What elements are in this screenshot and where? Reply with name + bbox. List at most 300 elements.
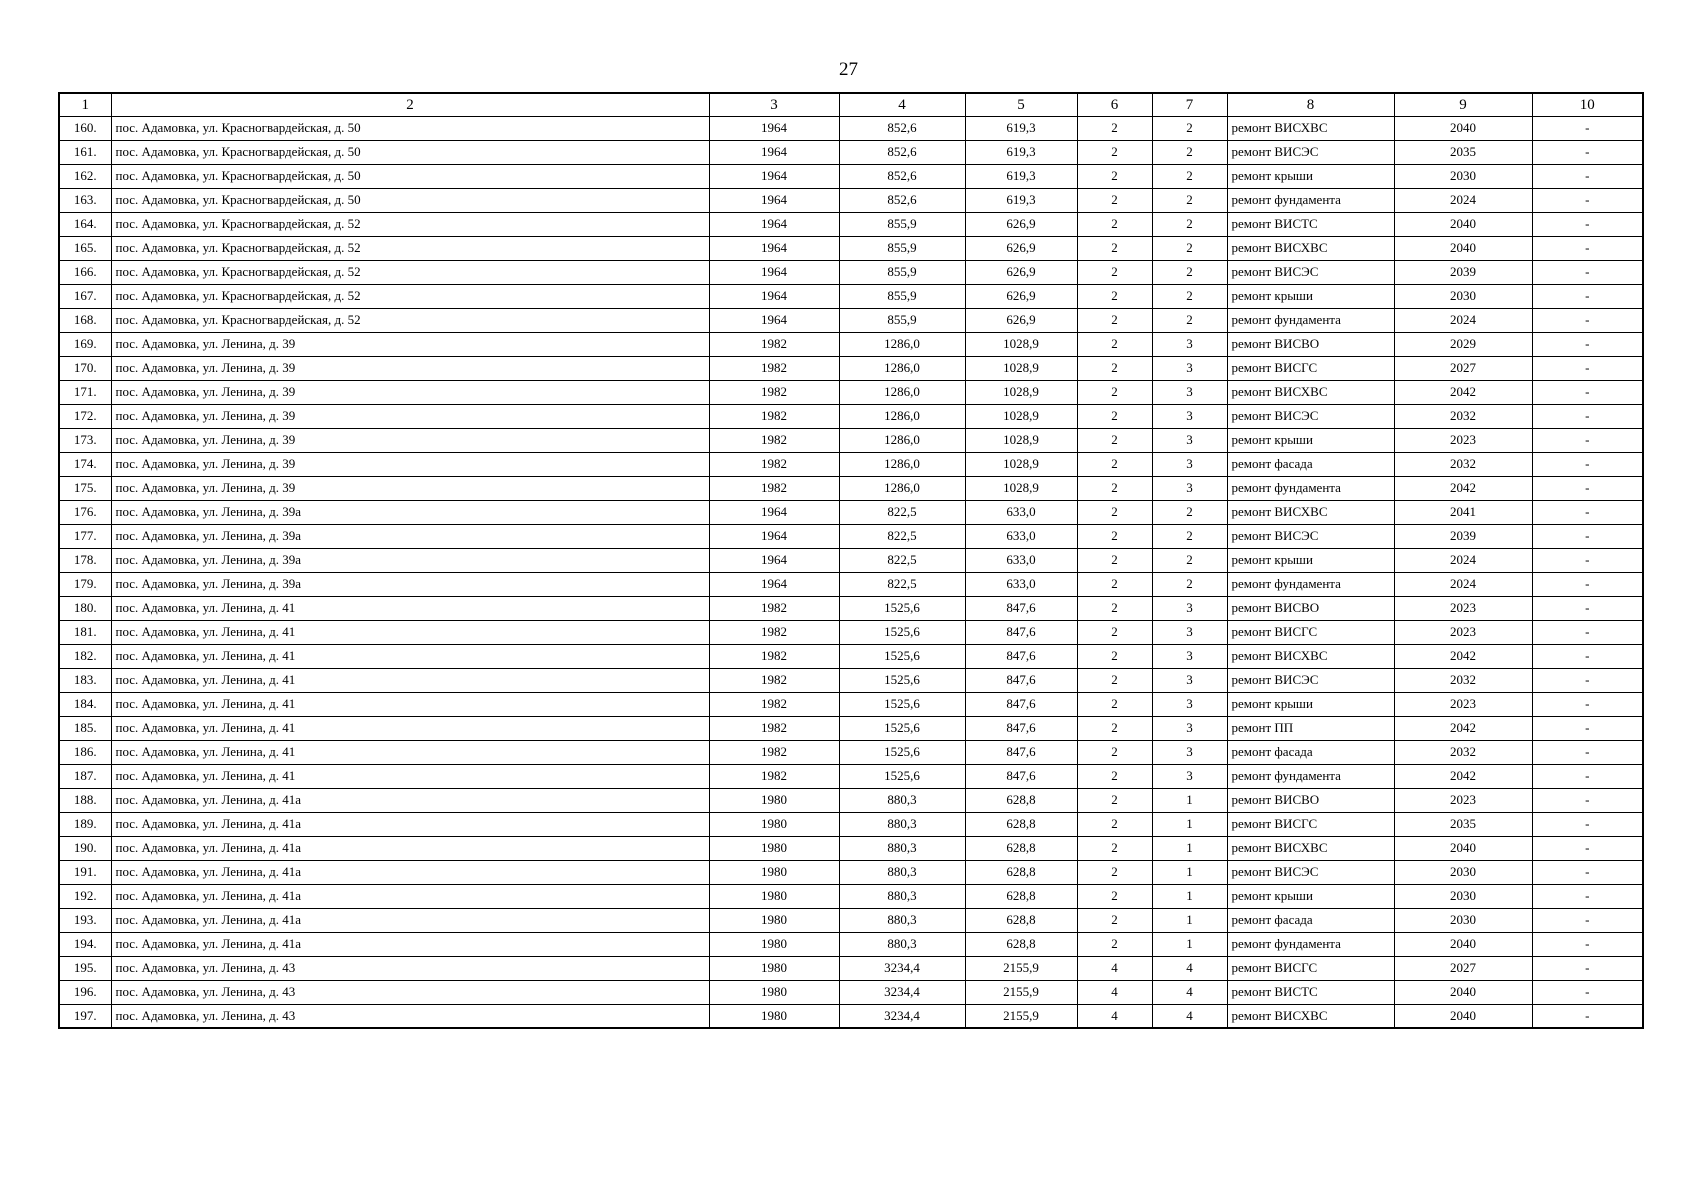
entrances-cell: 3	[1152, 452, 1227, 476]
build-year-cell: 1982	[709, 476, 839, 500]
address-cell: пос. Адамовка, ул. Красногвардейская, д. 50	[111, 140, 709, 164]
repair-type-cell: ремонт фасада	[1227, 452, 1394, 476]
address-cell: пос. Адамовка, ул. Ленина, д. 41	[111, 764, 709, 788]
header-row	[59, 93, 1643, 116]
address-cell: пос. Адамовка, ул. Ленина, д. 41	[111, 692, 709, 716]
living-area-cell: 847,6	[965, 668, 1077, 692]
table-row	[59, 212, 1643, 236]
address-cell: пос. Адамовка, ул. Ленина, д. 39	[111, 452, 709, 476]
repair-year-cell: 2032	[1394, 452, 1532, 476]
floors-cell: 2	[1077, 524, 1152, 548]
note-cell: -	[1532, 836, 1643, 860]
living-area-cell: 2155,9	[965, 980, 1077, 1004]
build-year-cell: 1982	[709, 332, 839, 356]
repair-year-cell: 2040	[1394, 932, 1532, 956]
total-area-cell: 1286,0	[839, 332, 965, 356]
table-row	[59, 740, 1643, 764]
note-cell: -	[1532, 188, 1643, 212]
floors-cell: 2	[1077, 284, 1152, 308]
address-cell: пос. Адамовка, ул. Ленина, д. 41а	[111, 836, 709, 860]
repair-year-cell: 2030	[1394, 860, 1532, 884]
floors-cell: 2	[1077, 860, 1152, 884]
build-year-cell: 1982	[709, 740, 839, 764]
address-cell: пос. Адамовка, ул. Ленина, д. 41	[111, 644, 709, 668]
repair-year-cell: 2039	[1394, 524, 1532, 548]
build-year-cell: 1982	[709, 644, 839, 668]
entrances-cell: 3	[1152, 356, 1227, 380]
floors-cell: 2	[1077, 548, 1152, 572]
column-header-5: 5	[965, 93, 1077, 116]
table-row	[59, 932, 1643, 956]
note-cell: -	[1532, 620, 1643, 644]
note-cell: -	[1532, 500, 1643, 524]
table-row	[59, 884, 1643, 908]
table-row	[59, 284, 1643, 308]
table-row	[59, 908, 1643, 932]
row-number-cell: 192.	[59, 884, 111, 908]
entrances-cell: 1	[1152, 812, 1227, 836]
address-cell: пос. Адамовка, ул. Ленина, д. 41а	[111, 932, 709, 956]
table-row	[59, 356, 1643, 380]
repair-type-cell: ремонт ВИСХВС	[1227, 836, 1394, 860]
note-cell: -	[1532, 716, 1643, 740]
repair-year-cell: 2032	[1394, 404, 1532, 428]
repair-year-cell: 2024	[1394, 308, 1532, 332]
build-year-cell: 1982	[709, 596, 839, 620]
total-area-cell: 852,6	[839, 164, 965, 188]
build-year-cell: 1964	[709, 212, 839, 236]
row-number-cell: 185.	[59, 716, 111, 740]
row-number-cell: 161.	[59, 140, 111, 164]
row-number-cell: 170.	[59, 356, 111, 380]
floors-cell: 2	[1077, 212, 1152, 236]
repair-year-cell: 2035	[1394, 140, 1532, 164]
note-cell: -	[1532, 956, 1643, 980]
address-cell: пос. Адамовка, ул. Ленина, д. 39	[111, 476, 709, 500]
row-number-cell: 191.	[59, 860, 111, 884]
total-area-cell: 855,9	[839, 284, 965, 308]
living-area-cell: 626,9	[965, 260, 1077, 284]
repair-year-cell: 2042	[1394, 644, 1532, 668]
repair-type-cell: ремонт ВИСЭС	[1227, 140, 1394, 164]
entrances-cell: 3	[1152, 644, 1227, 668]
living-area-cell: 847,6	[965, 740, 1077, 764]
living-area-cell: 847,6	[965, 644, 1077, 668]
repair-year-cell: 2042	[1394, 716, 1532, 740]
living-area-cell: 628,8	[965, 908, 1077, 932]
note-cell: -	[1532, 932, 1643, 956]
repair-type-cell: ремонт ВИСГС	[1227, 356, 1394, 380]
living-area-cell: 847,6	[965, 596, 1077, 620]
build-year-cell: 1964	[709, 500, 839, 524]
total-area-cell: 822,5	[839, 572, 965, 596]
table-row	[59, 836, 1643, 860]
repair-year-cell: 2039	[1394, 260, 1532, 284]
build-year-cell: 1964	[709, 524, 839, 548]
row-number-cell: 160.	[59, 116, 111, 140]
total-area-cell: 880,3	[839, 908, 965, 932]
table-row	[59, 980, 1643, 1004]
table-row	[59, 380, 1643, 404]
total-area-cell: 3234,4	[839, 956, 965, 980]
total-area-cell: 852,6	[839, 188, 965, 212]
row-number-cell: 176.	[59, 500, 111, 524]
repair-type-cell: ремонт ВИСХВС	[1227, 116, 1394, 140]
entrances-cell: 1	[1152, 908, 1227, 932]
floors-cell: 2	[1077, 596, 1152, 620]
address-cell: пос. Адамовка, ул. Ленина, д. 41	[111, 716, 709, 740]
repair-year-cell: 2024	[1394, 572, 1532, 596]
total-area-cell: 1525,6	[839, 764, 965, 788]
address-cell: пос. Адамовка, ул. Ленина, д. 43	[111, 956, 709, 980]
floors-cell: 2	[1077, 356, 1152, 380]
total-area-cell: 1286,0	[839, 428, 965, 452]
repair-type-cell: ремонт фундамента	[1227, 188, 1394, 212]
build-year-cell: 1982	[709, 356, 839, 380]
table-row	[59, 860, 1643, 884]
total-area-cell: 1525,6	[839, 692, 965, 716]
address-cell: пос. Адамовка, ул. Ленина, д. 43	[111, 980, 709, 1004]
note-cell: -	[1532, 812, 1643, 836]
table-row	[59, 572, 1643, 596]
table-row	[59, 476, 1643, 500]
table-row	[59, 548, 1643, 572]
living-area-cell: 1028,9	[965, 476, 1077, 500]
build-year-cell: 1964	[709, 140, 839, 164]
floors-cell: 2	[1077, 428, 1152, 452]
entrances-cell: 2	[1152, 140, 1227, 164]
repair-type-cell: ремонт крыши	[1227, 164, 1394, 188]
build-year-cell: 1980	[709, 1004, 839, 1028]
total-area-cell: 1286,0	[839, 404, 965, 428]
address-cell: пос. Адамовка, ул. Ленина, д. 41а	[111, 884, 709, 908]
total-area-cell: 1286,0	[839, 476, 965, 500]
living-area-cell: 633,0	[965, 572, 1077, 596]
table-row	[59, 236, 1643, 260]
repair-year-cell: 2032	[1394, 668, 1532, 692]
table-row	[59, 116, 1643, 140]
row-number-cell: 168.	[59, 308, 111, 332]
repair-year-cell: 2040	[1394, 212, 1532, 236]
living-area-cell: 619,3	[965, 164, 1077, 188]
total-area-cell: 1525,6	[839, 668, 965, 692]
entrances-cell: 3	[1152, 716, 1227, 740]
repair-year-cell: 2040	[1394, 836, 1532, 860]
living-area-cell: 628,8	[965, 836, 1077, 860]
row-number-cell: 196.	[59, 980, 111, 1004]
build-year-cell: 1964	[709, 164, 839, 188]
repair-year-cell: 2023	[1394, 428, 1532, 452]
living-area-cell: 2155,9	[965, 956, 1077, 980]
entrances-cell: 3	[1152, 620, 1227, 644]
entrances-cell: 3	[1152, 692, 1227, 716]
floors-cell: 2	[1077, 716, 1152, 740]
repair-year-cell: 2040	[1394, 236, 1532, 260]
address-cell: пос. Адамовка, ул. Красногвардейская, д. 50	[111, 164, 709, 188]
living-area-cell: 1028,9	[965, 380, 1077, 404]
entrances-cell: 2	[1152, 284, 1227, 308]
address-cell: пос. Адамовка, ул. Ленина, д. 41а	[111, 788, 709, 812]
build-year-cell: 1982	[709, 404, 839, 428]
living-area-cell: 633,0	[965, 548, 1077, 572]
column-header-9: 9	[1394, 93, 1532, 116]
repair-type-cell: ремонт ВИСЭС	[1227, 860, 1394, 884]
table-body	[59, 116, 1643, 1028]
table-row	[59, 164, 1643, 188]
living-area-cell: 1028,9	[965, 356, 1077, 380]
floors-cell: 2	[1077, 308, 1152, 332]
living-area-cell: 619,3	[965, 140, 1077, 164]
row-number-cell: 169.	[59, 332, 111, 356]
repair-year-cell: 2024	[1394, 188, 1532, 212]
repair-year-cell: 2030	[1394, 884, 1532, 908]
address-cell: пос. Адамовка, ул. Ленина, д. 39а	[111, 524, 709, 548]
floors-cell: 2	[1077, 692, 1152, 716]
total-area-cell: 880,3	[839, 860, 965, 884]
repair-year-cell: 2023	[1394, 596, 1532, 620]
repair-year-cell: 2041	[1394, 500, 1532, 524]
address-cell: пос. Адамовка, ул. Ленина, д. 39	[111, 404, 709, 428]
address-cell: пос. Адамовка, ул. Красногвардейская, д. 50	[111, 116, 709, 140]
entrances-cell: 1	[1152, 860, 1227, 884]
repair-type-cell: ремонт ВИСТС	[1227, 212, 1394, 236]
row-number-cell: 183.	[59, 668, 111, 692]
note-cell: -	[1532, 116, 1643, 140]
note-cell: -	[1532, 764, 1643, 788]
total-area-cell: 880,3	[839, 836, 965, 860]
table-row	[59, 524, 1643, 548]
repair-type-cell: ремонт фундамента	[1227, 932, 1394, 956]
total-area-cell: 3234,4	[839, 1004, 965, 1028]
floors-cell: 2	[1077, 788, 1152, 812]
floors-cell: 2	[1077, 500, 1152, 524]
living-area-cell: 847,6	[965, 620, 1077, 644]
entrances-cell: 3	[1152, 740, 1227, 764]
living-area-cell: 1028,9	[965, 428, 1077, 452]
table-row	[59, 260, 1643, 284]
address-cell: пос. Адамовка, ул. Ленина, д. 39	[111, 380, 709, 404]
column-header-3: 3	[709, 93, 839, 116]
build-year-cell: 1982	[709, 620, 839, 644]
total-area-cell: 822,5	[839, 548, 965, 572]
note-cell: -	[1532, 548, 1643, 572]
total-area-cell: 880,3	[839, 788, 965, 812]
row-number-cell: 167.	[59, 284, 111, 308]
row-number-cell: 177.	[59, 524, 111, 548]
entrances-cell: 3	[1152, 764, 1227, 788]
row-number-cell: 193.	[59, 908, 111, 932]
floors-cell: 2	[1077, 476, 1152, 500]
repair-type-cell: ремонт ВИСГС	[1227, 956, 1394, 980]
total-area-cell: 855,9	[839, 260, 965, 284]
table-row	[59, 620, 1643, 644]
floors-cell: 2	[1077, 140, 1152, 164]
table-row	[59, 692, 1643, 716]
total-area-cell: 1525,6	[839, 596, 965, 620]
repair-type-cell: ремонт ПП	[1227, 716, 1394, 740]
living-area-cell: 626,9	[965, 308, 1077, 332]
repair-type-cell: ремонт ВИСВО	[1227, 788, 1394, 812]
address-cell: пос. Адамовка, ул. Ленина, д. 41	[111, 620, 709, 644]
entrances-cell: 2	[1152, 548, 1227, 572]
build-year-cell: 1980	[709, 908, 839, 932]
floors-cell: 2	[1077, 932, 1152, 956]
address-cell: пос. Адамовка, ул. Ленина, д. 39	[111, 356, 709, 380]
floors-cell: 4	[1077, 956, 1152, 980]
entrances-cell: 3	[1152, 332, 1227, 356]
repair-type-cell: ремонт ВИСХВС	[1227, 644, 1394, 668]
address-cell: пос. Адамовка, ул. Ленина, д. 41а	[111, 812, 709, 836]
living-area-cell: 1028,9	[965, 332, 1077, 356]
build-year-cell: 1980	[709, 980, 839, 1004]
build-year-cell: 1964	[709, 572, 839, 596]
address-cell: пос. Адамовка, ул. Ленина, д. 41	[111, 596, 709, 620]
repair-type-cell: ремонт ВИСХВС	[1227, 236, 1394, 260]
build-year-cell: 1964	[709, 548, 839, 572]
repair-schedule-table	[58, 92, 1644, 1029]
repair-year-cell: 2042	[1394, 380, 1532, 404]
build-year-cell: 1964	[709, 188, 839, 212]
row-number-cell: 182.	[59, 644, 111, 668]
row-number-cell: 164.	[59, 212, 111, 236]
table-row	[59, 812, 1643, 836]
entrances-cell: 1	[1152, 788, 1227, 812]
build-year-cell: 1980	[709, 932, 839, 956]
floors-cell: 2	[1077, 764, 1152, 788]
living-area-cell: 2155,9	[965, 1004, 1077, 1028]
floors-cell: 2	[1077, 644, 1152, 668]
row-number-cell: 162.	[59, 164, 111, 188]
total-area-cell: 1286,0	[839, 380, 965, 404]
build-year-cell: 1980	[709, 884, 839, 908]
floors-cell: 2	[1077, 188, 1152, 212]
floors-cell: 2	[1077, 884, 1152, 908]
note-cell: -	[1532, 212, 1643, 236]
entrances-cell: 3	[1152, 668, 1227, 692]
repair-type-cell: ремонт ВИСГС	[1227, 812, 1394, 836]
living-area-cell: 847,6	[965, 716, 1077, 740]
total-area-cell: 1286,0	[839, 452, 965, 476]
entrances-cell: 4	[1152, 1004, 1227, 1028]
floors-cell: 2	[1077, 404, 1152, 428]
address-cell: пос. Адамовка, ул. Ленина, д. 41а	[111, 908, 709, 932]
row-number-cell: 163.	[59, 188, 111, 212]
note-cell: -	[1532, 380, 1643, 404]
repair-type-cell: ремонт ВИСЭС	[1227, 404, 1394, 428]
repair-year-cell: 2030	[1394, 164, 1532, 188]
address-cell: пос. Адамовка, ул. Ленина, д. 39	[111, 332, 709, 356]
floors-cell: 4	[1077, 1004, 1152, 1028]
column-header-2: 2	[111, 93, 709, 116]
row-number-cell: 184.	[59, 692, 111, 716]
page-number: 27	[839, 59, 858, 80]
column-header-4: 4	[839, 93, 965, 116]
repair-year-cell: 2030	[1394, 284, 1532, 308]
address-cell: пос. Адамовка, ул. Красногвардейская, д. 52	[111, 260, 709, 284]
entrances-cell: 1	[1152, 884, 1227, 908]
row-number-cell: 173.	[59, 428, 111, 452]
repair-type-cell: ремонт крыши	[1227, 284, 1394, 308]
build-year-cell: 1980	[709, 860, 839, 884]
note-cell: -	[1532, 332, 1643, 356]
entrances-cell: 2	[1152, 572, 1227, 596]
note-cell: -	[1532, 884, 1643, 908]
repair-year-cell: 2029	[1394, 332, 1532, 356]
floors-cell: 2	[1077, 668, 1152, 692]
entrances-cell: 2	[1152, 212, 1227, 236]
living-area-cell: 626,9	[965, 236, 1077, 260]
entrances-cell: 2	[1152, 500, 1227, 524]
entrances-cell: 2	[1152, 260, 1227, 284]
living-area-cell: 626,9	[965, 284, 1077, 308]
row-number-cell: 194.	[59, 932, 111, 956]
repair-type-cell: ремонт ВИСХВС	[1227, 1004, 1394, 1028]
table-row	[59, 188, 1643, 212]
row-number-cell: 181.	[59, 620, 111, 644]
note-cell: -	[1532, 980, 1643, 1004]
address-cell: пос. Адамовка, ул. Ленина, д. 43	[111, 1004, 709, 1028]
build-year-cell: 1982	[709, 668, 839, 692]
note-cell: -	[1532, 644, 1643, 668]
column-header-8: 8	[1227, 93, 1394, 116]
entrances-cell: 3	[1152, 428, 1227, 452]
note-cell: -	[1532, 740, 1643, 764]
note-cell: -	[1532, 356, 1643, 380]
build-year-cell: 1964	[709, 116, 839, 140]
repair-year-cell: 2030	[1394, 908, 1532, 932]
address-cell: пос. Адамовка, ул. Ленина, д. 41а	[111, 860, 709, 884]
build-year-cell: 1980	[709, 836, 839, 860]
row-number-cell: 197.	[59, 1004, 111, 1028]
row-number-cell: 180.	[59, 596, 111, 620]
entrances-cell: 2	[1152, 308, 1227, 332]
row-number-cell: 179.	[59, 572, 111, 596]
repair-type-cell: ремонт фундамента	[1227, 764, 1394, 788]
repair-year-cell: 2023	[1394, 692, 1532, 716]
table-row	[59, 716, 1643, 740]
table-row	[59, 452, 1643, 476]
repair-year-cell: 2024	[1394, 548, 1532, 572]
repair-type-cell: ремонт ВИСЭС	[1227, 524, 1394, 548]
entrances-cell: 2	[1152, 116, 1227, 140]
repair-type-cell: ремонт крыши	[1227, 692, 1394, 716]
build-year-cell: 1982	[709, 692, 839, 716]
repair-year-cell: 2023	[1394, 620, 1532, 644]
total-area-cell: 822,5	[839, 524, 965, 548]
address-cell: пос. Адамовка, ул. Ленина, д. 39	[111, 428, 709, 452]
entrances-cell: 2	[1152, 524, 1227, 548]
note-cell: -	[1532, 668, 1643, 692]
repair-type-cell: ремонт крыши	[1227, 548, 1394, 572]
floors-cell: 2	[1077, 836, 1152, 860]
row-number-cell: 188.	[59, 788, 111, 812]
address-cell: пос. Адамовка, ул. Красногвардейская, д. 50	[111, 188, 709, 212]
row-number-cell: 187.	[59, 764, 111, 788]
row-number-cell: 175.	[59, 476, 111, 500]
table-row	[59, 308, 1643, 332]
note-cell: -	[1532, 476, 1643, 500]
build-year-cell: 1982	[709, 380, 839, 404]
address-cell: пос. Адамовка, ул. Ленина, д. 39а	[111, 548, 709, 572]
repair-year-cell: 2042	[1394, 764, 1532, 788]
floors-cell: 2	[1077, 812, 1152, 836]
column-header-6: 6	[1077, 93, 1152, 116]
note-cell: -	[1532, 452, 1643, 476]
floors-cell: 2	[1077, 164, 1152, 188]
note-cell: -	[1532, 140, 1643, 164]
table-row	[59, 332, 1643, 356]
entrances-cell: 4	[1152, 980, 1227, 1004]
